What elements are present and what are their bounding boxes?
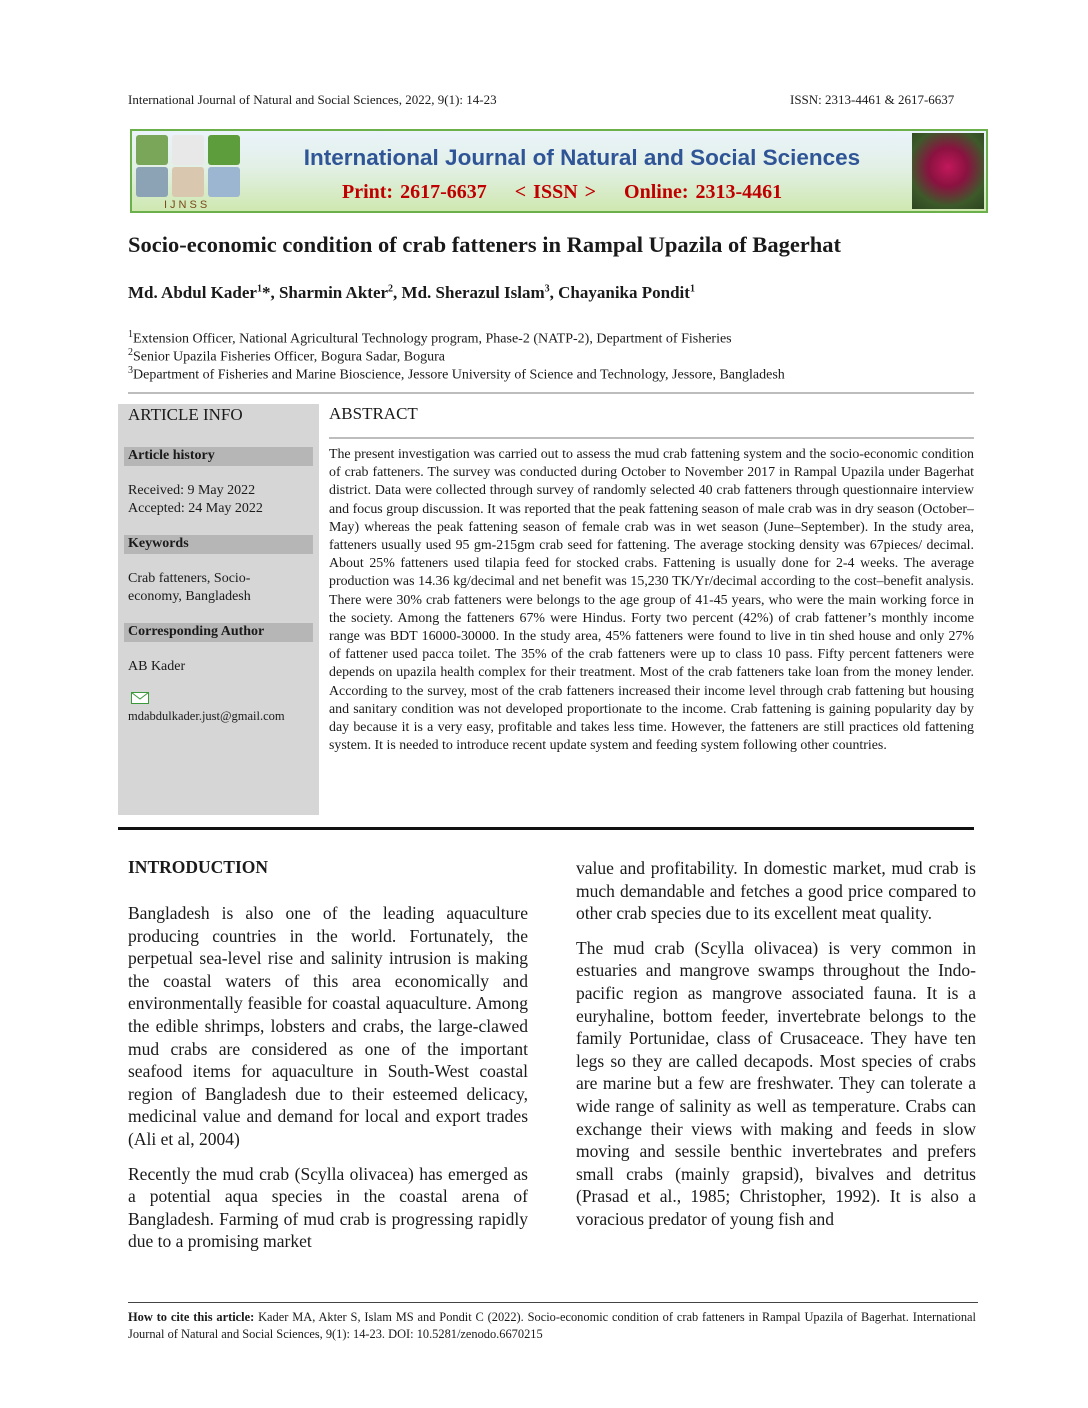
paragraph: Recently the mud crab (Scylla olivacea) has emerged as a potential aqua species in the coastal arena of Bangladesh. Farming of mud crab is progressing rapidly due to a promising market [128,1163,528,1252]
article-history-label: Article history [128,448,215,463]
author-name: Sharmin Akter [278,283,389,302]
print-issn: Print: 2617-6637 [342,181,487,203]
paragraph: The mud crab (Scylla olivacea) is very common in estuaries and mangrove swamps throughout the Indo-pacific region as mangrove associated fauna. It is a euryhaline, bottom feeder, invertebrate belongs to the family Portunidae, class of Crusaceace. They have ten legs so they are called decapods. Most species of crabs are marine but a few are freshwater. They can tolerate a wide range of salinity as well as temperature. Crabs can exchange their views with making and feeds in slow moving and sessile benthic invertebrates and prefers small crabs (mainly grapsid), bivalves and detritus (Prasad et al., 1985; Christopher, 1992). It is also a voracious predator of young fish and [576,937,976,1229]
author-list: Md. Abdul Kader$^1$*, Sharmin Akter$^2$, Md. Sherazul Islam$^3$, Chayanika Pondit$^1$ [128,283,695,302]
plant-image [136,135,168,165]
keywords-bar [124,535,313,554]
corresponding-email[interactable]: mdabdulkader.just@gmail.com [128,709,285,723]
lab-image [208,167,240,197]
author-affiliation-sup: 1 [256,283,262,295]
corresponding-mark: * [261,283,271,302]
corresponding-author-bar [124,623,313,642]
footer-divider [128,1302,978,1303]
received-date: Received: 9 May 2022 [128,483,256,498]
citation-text: Kader MA, Akter S, Islam MS and Pondit C (2022). Socio-economic condition of crab fatteners in Rampal Upazila of Bagerhat. International Journal of Natural and Social Sciences, 9(1): 14-23. DOI: 10.5281/zenodo.6670215 [128,1310,976,1341]
abstract-heading: ABSTRACT [329,404,418,423]
author-name: Md. Abdul Kader [128,283,257,302]
journal-banner [130,129,988,213]
corresponding-author-name: AB Kader [128,659,186,674]
abstract-text: The present investigation was carried out to assess the mud crab fattening system and the socio-economic condition of crab fatteners. The survey was conducted during October to November 2017 in Rampal Upazila under Bagerhat district. Data were collected through survey of randomly selected 40 crab fatteners through questionnaire interview and focus group discussion. It was reported that the peak fattening season of male crab was in dry season (October–May) whereas the peak fattening season of female crab was in wet season (June–September). In the study area, fatteners usually used 95 gm-215gm crab seed for fattening. The average stocking density was 67pieces/ decimal. About 25% fatteners used tilapia feed for stocked crabs. Fattening is usually done for 2-4 weeks. The average production was 14.36 kg/decimal and net benefit was 15,230 TK/Yr/decimal according to the cost–benefit analysis. There were 30% crab fatteners were belongs to the age group of 41-45 years, who were the main working force in the society. Among the fatteners 67% were Hindus. Forty two percent (42%) of crab fattener’s monthly income range was BDT 16000-30000. In the study area, 45% fatteners were found to live in tin shed house and only 27% of fattener used pacca toilet. The 35% of the crab fatteners were up to class 10 pass. Fifty percent fatteners were depends on upazila health complex for their treatment. Most of the crab fatteners take loan from the money lender. According to the survey, most of the crab fatteners increased their income level through crab fattening but housing and sanitary condition was not developed proportionate to the income. Crab fattening is gaining popularity day by day because it is a very easy, profitable and takes less time. However, the fatteners are still practices old fattening system. It is needed to introduce recent update system and feeding system following other countries. [329,447,974,754]
issn-header: ISSN: 2313-4461 & 2617-6637 [790,92,955,107]
accepted-date: Accepted: 24 May 2022 [128,501,263,516]
banner-issn-line [342,181,782,204]
author-affiliation-sup: 2 [388,283,394,295]
affiliation [128,347,445,366]
author-affiliation-sup: 1 [689,283,695,295]
affiliation-sup: 3 [128,365,133,376]
affiliation-text: Department of Fisheries and Marine Bioscience, Jessore University of Science and Technology, Jessore, Bangladesh [133,367,785,383]
paragraph: Bangladesh is also one of the leading aquaculture producing countries in the world. Fortunately, the perpetual sea-level rise and salinity intrusion is making the coastal waters of this area economically and environmentally feasible for coastal aquaculture. Among the edible shrimps, lobsters and crabs, the large-clawed mud crabs are considered as one of the important seafood items for aquaculture in South-West coastal region of Bangladesh due to their esteemed delicacy, medicinal value and demand for local and export trades (Ali et al, 2004) [128,903,528,1149]
corresponding-author-label: Corresponding Author [128,624,265,639]
section-divider [118,827,974,830]
keywords-label: Keywords [128,536,189,551]
affiliation-text: Senior Upazila Fisheries Officer, Bogura Sadar, Bogura [133,349,445,365]
affiliation [128,329,732,348]
article-history-bar [124,447,313,466]
affiliation-sup: 2 [128,347,133,358]
author-affiliation-sup: 3 [544,283,550,295]
journal-reference: International Journal of Natural and Social Sciences, 2022, 9(1): 14-23 [128,92,497,107]
citation-label: How to cite this article: [128,1310,255,1324]
people-image [172,167,204,197]
fish-image [136,167,168,197]
paragraph: value and profitability. In domestic market, mud crab is much demandable and fetches a good price compared to other crab species due to its excellent meat quality. [576,858,976,924]
banner-logo-collage [134,133,244,209]
author-name: Chayanika Pondit [558,283,690,302]
citation [128,1309,976,1343]
affiliation-text: Extension Officer, National Agricultural Technology program, Phase-2 (NATP-2), Department of Fisheries [133,331,732,347]
article-info-heading: ARTICLE INFO [128,405,243,424]
article-title: Socio-economic condition of crab fatteners in Rampal Upazila of Bagerhat [128,232,842,257]
issn-label: < ISSN > [514,181,597,203]
flower-image [912,133,984,209]
abstract-divider [329,437,974,439]
banner-title: International Journal of Natural and Social Sciences [303,145,861,170]
author-name: Md. Sherazul Islam [401,283,545,302]
keywords-text: Crab fatteners, Socio-economy, Bangladesh [128,571,251,604]
online-issn: Online: 2313-4461 [624,181,783,203]
journal-logo-text: IJNSS [164,199,211,211]
right-column [576,857,976,1243]
affiliation-sup: 1 [128,329,133,340]
divider [128,392,974,394]
leaf-image [208,135,240,165]
left-column [128,902,528,1265]
introduction-heading: INTRODUCTION [128,857,269,877]
mail-icon [131,692,149,704]
affiliation [128,365,785,384]
animals-image [172,135,204,165]
